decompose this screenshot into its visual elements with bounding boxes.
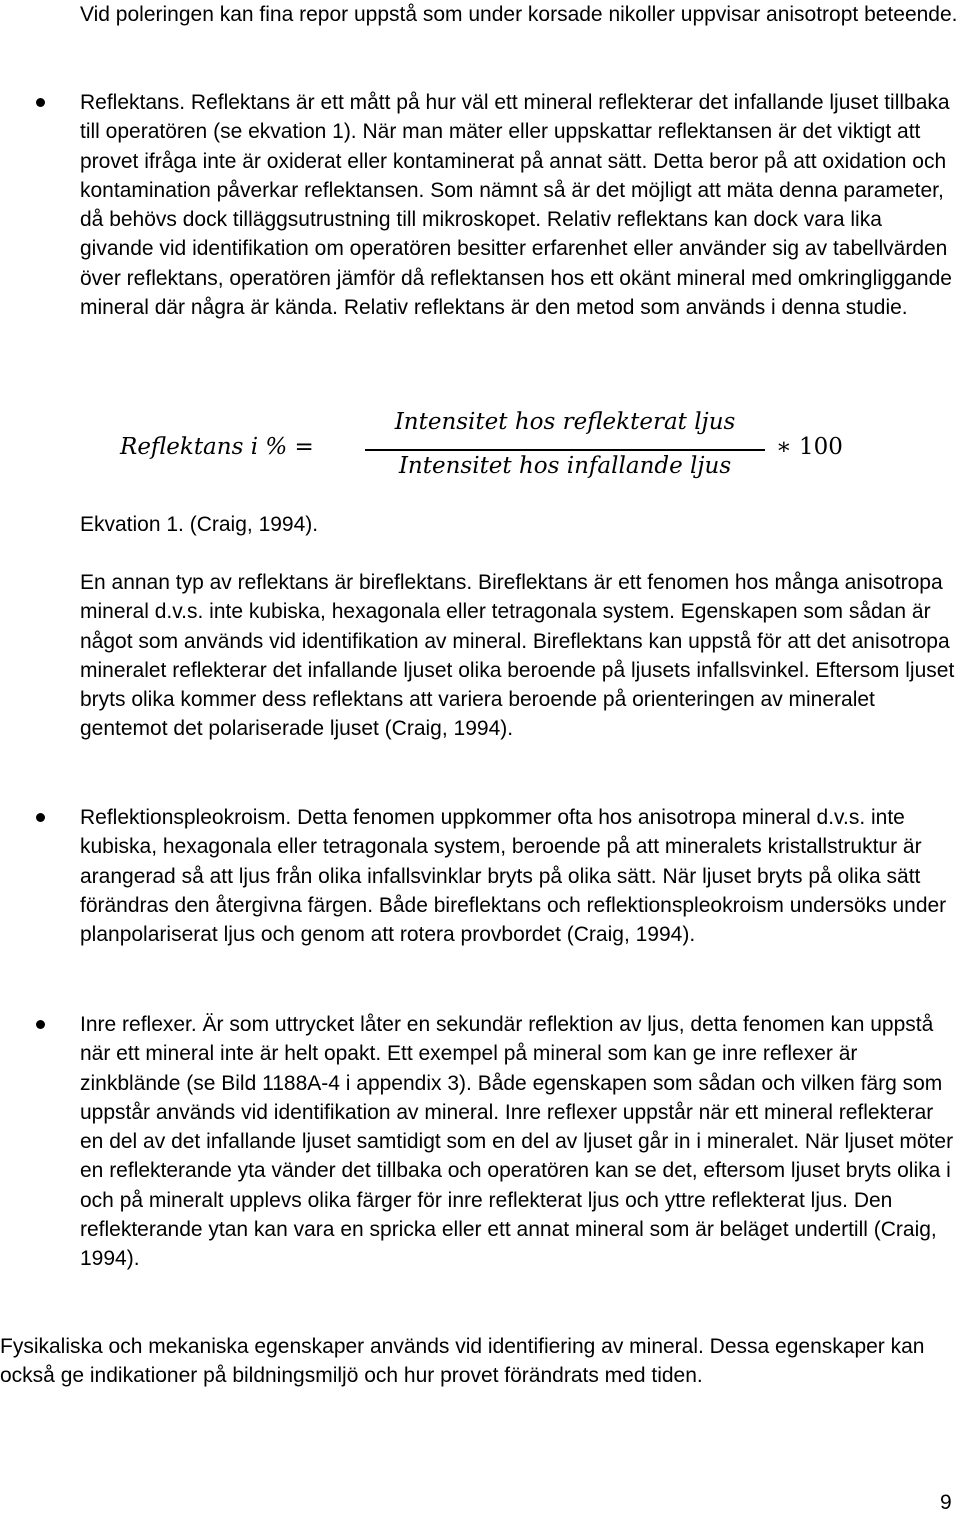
equation-rhs: ∗ 100 bbox=[776, 434, 843, 460]
reflektans-paragraph: Reflektans. Reflektans är ett mått på hur väl ett mineral reflekterar det infallande ljuset tillbaka till operatören (se ekvation 1). När man mäter eller uppskattar reflektansen är det viktigt att provet ifråga inte är oxiderat eller kontaminerat på annat sätt. Detta beror på att oxidation och kontamination påverkar reflektansen. Som nämnt så är det möjligt att mäta denna parameter, då behövs dock tilläggsutrustning till mikroskopet. Relativ reflektans kan dock vara lika givande vid identifikation om operatören besitter erfarenhet eller använder sig av tabellvärden över reflektans, operatören jämför då reflektansen hos ett okänt mineral med omkringliggande mineral där några är kända. Relativ reflektans är den metod som används i denna studie. bbox=[80, 91, 952, 320]
bullet-marker bbox=[36, 813, 45, 822]
equation-caption: Ekvation 1. (Craig, 1994). bbox=[80, 513, 319, 536]
bullet-marker bbox=[36, 98, 45, 107]
bullet-marker bbox=[36, 1020, 45, 1029]
equation-lhs: Reflektans i % = bbox=[120, 434, 314, 460]
page-number: 9 bbox=[940, 1491, 952, 1514]
fraction-bar bbox=[365, 449, 765, 451]
intro-paragraph: Vid poleringen kan fina repor uppstå som under korsade nikoller uppvisar anisotropt beteende. bbox=[80, 3, 958, 26]
inre-reflexer-paragraph: Inre reflexer. Är som uttrycket låter en sekundär reflektion av ljus, detta fenomen kan uppstå när ett mineral inte är helt opakt. Ett exempel på mineral som kan ge inre reflexer är zinkblände (se Bild 1188A-4 i appendix 3). Både egenskapen som sådan och vilken färg som uppstår används vid identifikation av mineral. Inre reflexer uppstår när ett mineral reflekterar en del av det infallande ljuset samtidigt som en del av ljuset går in i mineralet. När ljuset möter en reflekterande yta vänder det tillbaka och operatören kan se det, eftersom ljuset bryts olika i och på mineralt upplevs olika färger för inre reflekterat ljus och yttre reflekterat ljus. Den reflekterande ytan kan vara en spricka eller ett annat mineral som är beläget undertill (Craig, 1994). bbox=[80, 1013, 954, 1271]
reflektans-equation bbox=[120, 408, 860, 488]
closing-paragraph: Fysikaliska och mekaniska egenskaper används vid identifiering av mineral. Dessa egenskaper kan också ge indikationer på bildningsmiljö och hur provet förändrats med tiden. bbox=[0, 1335, 925, 1388]
bireflektans-paragraph: En annan typ av reflektans är bireflektans. Bireflektans är ett fenomen hos många anisotropa mineral d.v.s. inte kubiska, hexagonala eller tetragonala system. Egenskapen som sådan är något som används vid identifikation av mineral. Bireflektans kan uppstå för att det anisotropa mineralet reflekterar det infallande ljuset olika beroende på ljusets infallsvinkel. Eftersom ljuset bryts olika kommer dess reflektans att variera beroende på orienteringen av mineralet gentemot det polariserade ljuset (Craig, 1994). bbox=[80, 571, 955, 741]
equation-denominator: Intensitet hos infallande ljus bbox=[398, 453, 732, 479]
reflektionspleokroism-paragraph: Reflektionspleokroism. Detta fenomen uppkommer ofta hos anisotropa mineral d.v.s. inte kubiska, hexagonala eller tetragonala system, beroende på att mineralets kristallstruktur är arangerad så att ljus från olika infallsvinklar bryts på olika sätt. När ljuset bryts på olika sätt förändras den återgivna färgen. Både bireflektans och reflektionspleokroism undersöks under planpolariserat ljus och genom att rotera provbordet (Craig, 1994). bbox=[80, 806, 947, 947]
equation-numerator: Intensitet hos reflekterat ljus bbox=[394, 409, 736, 435]
